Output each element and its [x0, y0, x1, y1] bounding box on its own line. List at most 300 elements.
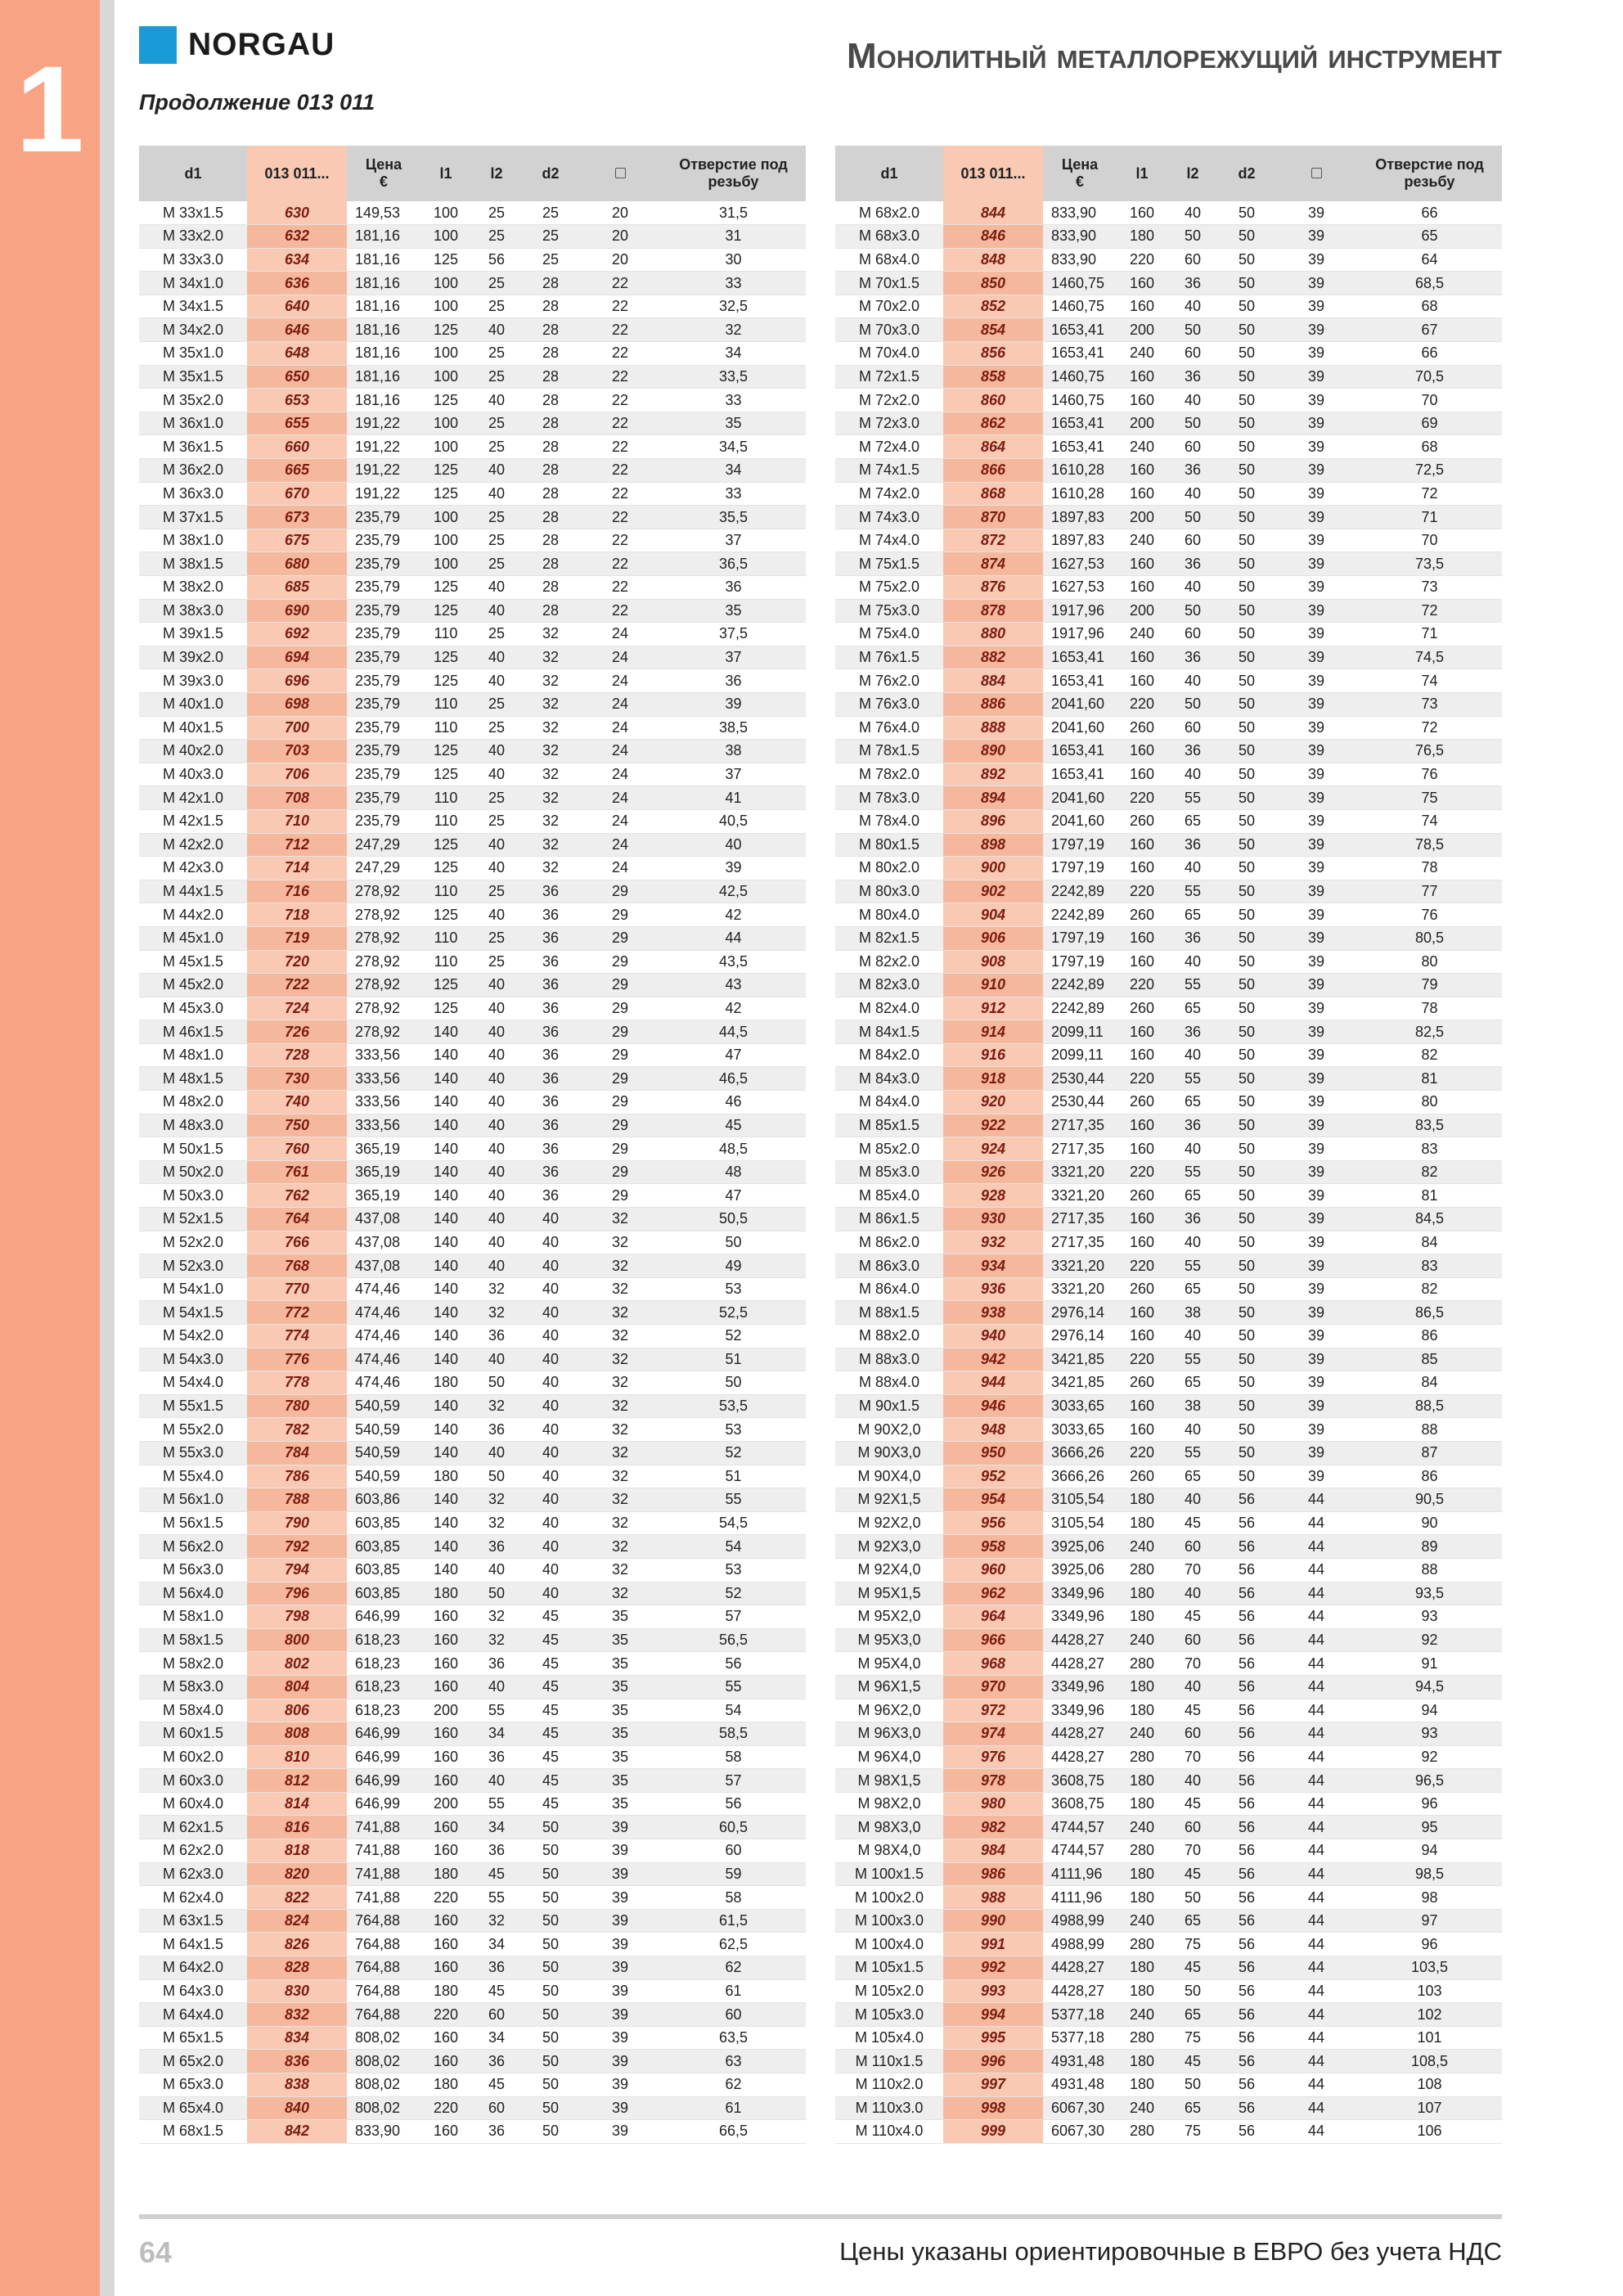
table-row	[139, 1114, 806, 1137]
l1-cell: 220	[420, 2096, 471, 2120]
article-code-cell: 824	[247, 1909, 347, 1933]
l1-cell: 160	[420, 2120, 471, 2144]
price-cell: 1797,19	[1043, 833, 1117, 857]
l2-cell: 55	[471, 1699, 522, 1722]
l1-cell: 240	[1117, 623, 1167, 646]
l1-cell: 260	[1117, 809, 1167, 833]
l2-cell: 40	[471, 1208, 522, 1231]
size-cell: 39	[1275, 1184, 1357, 1208]
table-row	[139, 506, 806, 529]
price-cell: 1653,41	[1043, 763, 1117, 786]
l1-cell: 220	[1117, 248, 1167, 272]
size-cell: 44	[1275, 1886, 1357, 1910]
thread-size-cell: M 56x1.5	[139, 1511, 247, 1535]
tap-hole-cell: 47	[661, 1043, 806, 1067]
price-cell: 2530,44	[1043, 1067, 1117, 1091]
thread-size-cell: M 68x3.0	[835, 225, 943, 249]
l1-cell: 140	[420, 1488, 471, 1512]
l2-cell: 25	[471, 272, 522, 295]
l2-cell: 45	[1167, 1792, 1218, 1816]
table-row	[835, 1184, 1502, 1208]
thread-size-cell: M 74x4.0	[835, 529, 943, 552]
l2-cell: 55	[1167, 1254, 1218, 1278]
table-header-row	[139, 146, 806, 201]
d2-cell: 50	[1218, 1160, 1275, 1184]
size-cell: 39	[1275, 1371, 1357, 1395]
price-cell: 1460,75	[1043, 295, 1117, 318]
table-row	[835, 1418, 1502, 1442]
tap-hole-cell: 76	[1357, 903, 1502, 927]
l2-cell: 32	[471, 1301, 522, 1325]
size-cell: 32	[579, 1535, 661, 1559]
table-row	[835, 1839, 1502, 1863]
size-cell: 44	[1275, 1488, 1357, 1512]
d2-cell: 28	[522, 576, 579, 600]
d2-cell: 50	[522, 1839, 579, 1863]
d2-cell: 56	[1218, 1582, 1275, 1605]
tap-hole-cell: 52	[661, 1441, 806, 1465]
l1-cell: 240	[1117, 1816, 1167, 1839]
article-code-cell: 852	[943, 295, 1043, 318]
size-cell: 24	[579, 809, 661, 833]
d2-cell: 36	[522, 880, 579, 903]
l2-cell: 65	[1167, 997, 1218, 1020]
d2-cell: 36	[522, 1160, 579, 1184]
tap-hole-cell: 108	[1357, 2073, 1502, 2097]
thread-size-cell: M 98X4,0	[835, 1839, 943, 1863]
thread-size-cell: M 39x1.5	[139, 623, 247, 646]
logo-square-icon	[139, 26, 177, 64]
l2-cell: 36	[1167, 926, 1218, 950]
tap-hole-cell: 37	[661, 529, 806, 552]
l1-cell: 110	[420, 623, 471, 646]
l2-cell: 36	[471, 1839, 522, 1863]
table-row	[835, 1745, 1502, 1769]
article-code-cell: 796	[247, 1582, 347, 1605]
size-cell: 20	[579, 225, 661, 249]
price-cell: 1610,28	[1043, 482, 1117, 506]
l2-cell: 40	[471, 903, 522, 927]
tap-hole-cell: 103,5	[1357, 1956, 1502, 1980]
table-row	[139, 1839, 806, 1863]
l1-cell: 160	[1117, 365, 1167, 389]
size-cell: 39	[1275, 1394, 1357, 1418]
d2-cell: 40	[522, 1441, 579, 1465]
article-code-cell: 870	[943, 506, 1043, 529]
l1-cell: 180	[420, 1862, 471, 1886]
l1-cell: 140	[420, 1160, 471, 1184]
table-row	[835, 295, 1502, 318]
l1-cell: 200	[420, 1792, 471, 1816]
l1-cell: 125	[420, 482, 471, 506]
article-code-cell: 878	[943, 599, 1043, 623]
tap-hole-cell: 37,5	[661, 623, 806, 646]
article-code-cell: 706	[247, 763, 347, 786]
size-cell: 22	[579, 318, 661, 342]
l1-cell: 110	[420, 809, 471, 833]
l2-cell: 25	[471, 295, 522, 318]
table-row	[835, 1652, 1502, 1676]
thread-size-cell: M 105x4.0	[835, 2026, 943, 2050]
size-cell: 39	[579, 1862, 661, 1886]
l1-cell: 160	[1117, 763, 1167, 786]
article-code-cell: 894	[943, 786, 1043, 810]
article-code-cell: 726	[247, 1020, 347, 1044]
d2-cell: 36	[522, 950, 579, 974]
article-code-cell: 926	[943, 1160, 1043, 1184]
d2-cell: 50	[1218, 599, 1275, 623]
thread-size-cell: M 54x1.5	[139, 1301, 247, 1325]
price-cell: 603,85	[347, 1582, 420, 1605]
size-cell: 22	[579, 482, 661, 506]
price-cell: 2041,60	[1043, 692, 1117, 716]
thread-size-cell: M 65x1.5	[139, 2026, 247, 2050]
price-cell: 474,46	[347, 1371, 420, 1395]
d2-cell: 45	[522, 1699, 579, 1722]
table-row	[139, 1231, 806, 1254]
thread-size-cell: M 36x2.0	[139, 459, 247, 483]
table-row	[835, 692, 1502, 716]
l1-cell: 100	[420, 295, 471, 318]
tap-hole-cell: 103	[1357, 1979, 1502, 2003]
size-cell: 44	[1275, 1816, 1357, 1839]
size-cell: 22	[579, 342, 661, 366]
l2-cell: 45	[1167, 1956, 1218, 1980]
price-cell: 278,92	[347, 950, 420, 974]
thread-size-cell: M 55x2.0	[139, 1418, 247, 1442]
price-cell: 4428,27	[1043, 1979, 1117, 2003]
thread-size-cell: M 76x1.5	[835, 646, 943, 669]
price-cell: 437,08	[347, 1254, 420, 1278]
size-cell: 39	[1275, 692, 1357, 716]
article-code-cell: 818	[247, 1839, 347, 1863]
thread-size-cell: M 80x4.0	[835, 903, 943, 927]
article-code-cell: 764	[247, 1208, 347, 1231]
thread-size-cell: M 38x1.5	[139, 552, 247, 576]
tap-hole-cell: 93,5	[1357, 1582, 1502, 1605]
table-row	[139, 318, 806, 342]
l2-cell: 75	[1167, 1933, 1218, 1956]
article-code-cell: 838	[247, 2073, 347, 2097]
table-row	[139, 1488, 806, 1512]
table-row	[139, 1208, 806, 1231]
table-row	[835, 1862, 1502, 1886]
d2-cell: 28	[522, 506, 579, 529]
price-cell: 2717,35	[1043, 1114, 1117, 1137]
thread-size-cell: M 85x4.0	[835, 1184, 943, 1208]
thread-size-cell: M 34x2.0	[139, 318, 247, 342]
d1-header: d1	[139, 146, 247, 201]
l1-cell: 160	[1117, 1231, 1167, 1254]
l1-cell: 180	[1117, 1956, 1167, 1980]
footer-divider	[139, 2214, 1502, 2219]
article-code-cell: 716	[247, 880, 347, 903]
size-cell: 39	[1275, 716, 1357, 740]
d2-cell: 50	[1218, 997, 1275, 1020]
table-row	[139, 1067, 806, 1091]
tap-hole-cell: 85	[1357, 1348, 1502, 1371]
table-row	[139, 1301, 806, 1325]
l1-cell: 180	[420, 1371, 471, 1395]
tap-hole-cell: 68	[1357, 295, 1502, 318]
size-cell: 22	[579, 529, 661, 552]
table-row	[835, 435, 1502, 459]
l2-cell: 40	[1167, 576, 1218, 600]
tap-hole-cell: 58	[661, 1745, 806, 1769]
tap-hole-cell: 90	[1357, 1511, 1502, 1535]
table-row	[835, 2120, 1502, 2144]
d2-cell: 50	[1218, 880, 1275, 903]
price-cell: 2976,14	[1043, 1301, 1117, 1325]
size-cell: 35	[579, 1769, 661, 1793]
checkbox-icon	[1311, 168, 1322, 178]
table-row	[139, 576, 806, 600]
table-row	[139, 1933, 806, 1956]
l1-cell: 220	[1117, 1441, 1167, 1465]
size-cell: 29	[579, 1160, 661, 1184]
price-cell: 1653,41	[1043, 435, 1117, 459]
d2-cell: 50	[1218, 1325, 1275, 1348]
tap-hole-cell: 92	[1357, 1745, 1502, 1769]
thread-size-cell: M 65x2.0	[139, 2050, 247, 2073]
thread-size-cell: M 44x2.0	[139, 903, 247, 927]
article-code-cell: 938	[943, 1301, 1043, 1325]
tap-hole-cell: 34	[661, 459, 806, 483]
d2-cell: 36	[522, 1020, 579, 1044]
article-code-cell: 812	[247, 1769, 347, 1793]
thread-size-cell: M 56x1.0	[139, 1488, 247, 1512]
size-cell: 32	[579, 1325, 661, 1348]
price-cell: 2242,89	[1043, 903, 1117, 927]
d2-cell: 50	[522, 2003, 579, 2027]
price-cell: 191,22	[347, 459, 420, 483]
l2-cell: 40	[1167, 950, 1218, 974]
tap-hole-cell: 82	[1357, 1160, 1502, 1184]
price-cell: 278,92	[347, 926, 420, 950]
l1-cell: 200	[1117, 599, 1167, 623]
l1-cell: 140	[420, 1208, 471, 1231]
tap-hole-cell: 44,5	[661, 1020, 806, 1044]
thread-size-cell: M 75x4.0	[835, 623, 943, 646]
thread-size-cell: M 33x3.0	[139, 248, 247, 272]
d2-cell: 28	[522, 459, 579, 483]
price-cell: 191,22	[347, 435, 420, 459]
tap-hole-cell: 53	[661, 1277, 806, 1301]
l2-cell: 40	[471, 1020, 522, 1044]
table-row	[835, 833, 1502, 857]
size-cell: 39	[1275, 974, 1357, 997]
l2-cell: 75	[1167, 2120, 1218, 2144]
d2-cell: 50	[1218, 646, 1275, 669]
price-cell: 235,79	[347, 763, 420, 786]
table-row	[139, 201, 806, 225]
thread-size-cell: M 68x1.5	[139, 2120, 247, 2144]
d2-cell: 56	[1218, 1886, 1275, 1910]
size-cell: 29	[579, 1020, 661, 1044]
size-cell: 24	[579, 623, 661, 646]
l1-cell: 100	[420, 435, 471, 459]
d2-cell: 50	[522, 1862, 579, 1886]
d2-cell: 45	[522, 1769, 579, 1793]
l1-cell: 100	[420, 342, 471, 366]
price-cell: 3421,85	[1043, 1348, 1117, 1371]
size-cell: 39	[1275, 1254, 1357, 1278]
tap-hole-cell: 41	[661, 786, 806, 810]
l1-cell: 125	[420, 974, 471, 997]
l2-cell: 25	[471, 786, 522, 810]
page-number: 64	[139, 2235, 173, 2269]
price-cell: 1653,41	[1043, 740, 1117, 763]
d2-cell: 50	[1218, 1277, 1275, 1301]
l1-cell: 160	[1117, 857, 1167, 880]
size-cell: 39	[1275, 903, 1357, 927]
d2-cell: 50	[522, 1886, 579, 1910]
price-cell: 3033,65	[1043, 1418, 1117, 1442]
l1-cell: 125	[420, 248, 471, 272]
table-row	[835, 1909, 1502, 1933]
table-row	[139, 809, 806, 833]
thread-size-cell: M 48x2.0	[139, 1091, 247, 1114]
l2-cell: 25	[471, 435, 522, 459]
l1-cell: 160	[420, 1956, 471, 1980]
d2-cell: 45	[522, 1605, 579, 1629]
l1-cell: 125	[420, 740, 471, 763]
l1-cell: 110	[420, 950, 471, 974]
table-row	[139, 1652, 806, 1676]
d2-cell: 50	[1218, 342, 1275, 366]
size-cell: 39	[1275, 1277, 1357, 1301]
thread-size-cell: M 68x2.0	[835, 201, 943, 225]
tap-hole-cell: 49	[661, 1254, 806, 1278]
table-row	[139, 1441, 806, 1465]
l1-cell: 180	[1117, 1488, 1167, 1512]
d2-cell: 50	[1218, 926, 1275, 950]
d2-cell: 40	[522, 1231, 579, 1254]
table-row	[139, 435, 806, 459]
tap-hole-cell: 43	[661, 974, 806, 997]
brand-logo	[139, 26, 335, 64]
price-cell: 808,02	[347, 2073, 420, 2097]
price-cell: 5377,18	[1043, 2003, 1117, 2027]
l1-cell: 240	[1117, 435, 1167, 459]
l2-cell: 40	[471, 1160, 522, 1184]
tap-hole-header: Отверстие под резьбу	[661, 146, 806, 201]
thread-size-cell: M 90X4,0	[835, 1465, 943, 1488]
l1-cell: 180	[420, 1582, 471, 1605]
thread-size-cell: M 82x3.0	[835, 974, 943, 997]
size-cell: 39	[1275, 763, 1357, 786]
article-code-cell: 880	[943, 623, 1043, 646]
l1-cell: 125	[420, 459, 471, 483]
l1-cell: 160	[1117, 1208, 1167, 1231]
tap-hole-cell: 32	[661, 318, 806, 342]
l2-cell: 40	[471, 646, 522, 669]
price-cell: 333,56	[347, 1067, 420, 1091]
checkbox-icon	[615, 168, 626, 178]
thread-size-cell: M 80x1.5	[835, 833, 943, 857]
tap-hole-cell: 30	[661, 248, 806, 272]
article-code-cell: 960	[943, 1558, 1043, 1582]
size-cell: 24	[579, 740, 661, 763]
table-row	[139, 1254, 806, 1278]
size-cell: 39	[1275, 342, 1357, 366]
d2-cell: 50	[1218, 365, 1275, 389]
l1-cell: 180	[1117, 1511, 1167, 1535]
price-cell: 2099,11	[1043, 1020, 1117, 1044]
l2-cell: 40	[1167, 669, 1218, 693]
price-cell: 741,88	[347, 1839, 420, 1863]
thread-size-cell: M 50x2.0	[139, 1160, 247, 1184]
table-row	[835, 1091, 1502, 1114]
tap-hole-cell: 37	[661, 646, 806, 669]
l1-cell: 180	[1117, 225, 1167, 249]
price-cell: 2242,89	[1043, 974, 1117, 997]
l2-cell: 38	[1167, 1394, 1218, 1418]
l1-cell: 160	[1117, 389, 1167, 412]
table-row	[139, 1511, 806, 1535]
size-cell: 39	[1275, 669, 1357, 693]
size-cell: 44	[1275, 2050, 1357, 2073]
article-code-cell: 776	[247, 1348, 347, 1371]
price-cell: 1797,19	[1043, 857, 1117, 880]
l2-cell: 60	[471, 2003, 522, 2027]
article-code-cell: 840	[247, 2096, 347, 2120]
l2-cell: 40	[471, 669, 522, 693]
price-cell: 4428,27	[1043, 1628, 1117, 1652]
tap-hole-cell: 32,5	[661, 295, 806, 318]
tap-hole-cell: 73	[1357, 692, 1502, 716]
article-code-cell: 962	[943, 1582, 1043, 1605]
l1-cell: 160	[1117, 1114, 1167, 1137]
l2-cell: 34	[471, 2026, 522, 2050]
price-cell: 235,79	[347, 716, 420, 740]
d2-cell: 28	[522, 599, 579, 623]
thread-size-cell: M 34x1.5	[139, 295, 247, 318]
thread-size-cell: M 39x3.0	[139, 669, 247, 693]
l1-cell: 160	[420, 1769, 471, 1793]
thread-size-cell: M 75x3.0	[835, 599, 943, 623]
l2-cell: 40	[471, 576, 522, 600]
l1-cell: 240	[1117, 1909, 1167, 1933]
price-cell: 3608,75	[1043, 1769, 1117, 1793]
tap-hole-cell: 83,5	[1357, 1114, 1502, 1137]
table-row	[139, 1137, 806, 1161]
thread-size-cell: M 62x3.0	[139, 1862, 247, 1886]
size-cell: 39	[1275, 1231, 1357, 1254]
size-cell: 22	[579, 435, 661, 459]
l2-cell: 55	[1167, 1160, 1218, 1184]
l1-cell: 140	[420, 1441, 471, 1465]
article-code-cell: 946	[943, 1394, 1043, 1418]
l1-cell: 220	[420, 2003, 471, 2027]
tap-hole-cell: 63	[661, 2050, 806, 2073]
article-code-cell: 814	[247, 1792, 347, 1816]
size-cell: 39	[1275, 318, 1357, 342]
size-cell: 39	[1275, 1091, 1357, 1114]
l2-cell: 40	[471, 1114, 522, 1137]
l2-cell: 60	[1167, 342, 1218, 366]
table-row	[835, 1628, 1502, 1652]
l2-cell: 36	[1167, 740, 1218, 763]
thread-size-cell: M 84x3.0	[835, 1067, 943, 1091]
thread-size-cell: M 92X4,0	[835, 1558, 943, 1582]
d2-cell: 50	[1218, 833, 1275, 857]
table-row	[139, 389, 806, 412]
thread-size-cell: M 80x3.0	[835, 880, 943, 903]
l1-cell: 280	[1117, 1933, 1167, 1956]
l2-cell: 60	[1167, 1816, 1218, 1839]
price-cell: 3349,96	[1043, 1675, 1117, 1699]
